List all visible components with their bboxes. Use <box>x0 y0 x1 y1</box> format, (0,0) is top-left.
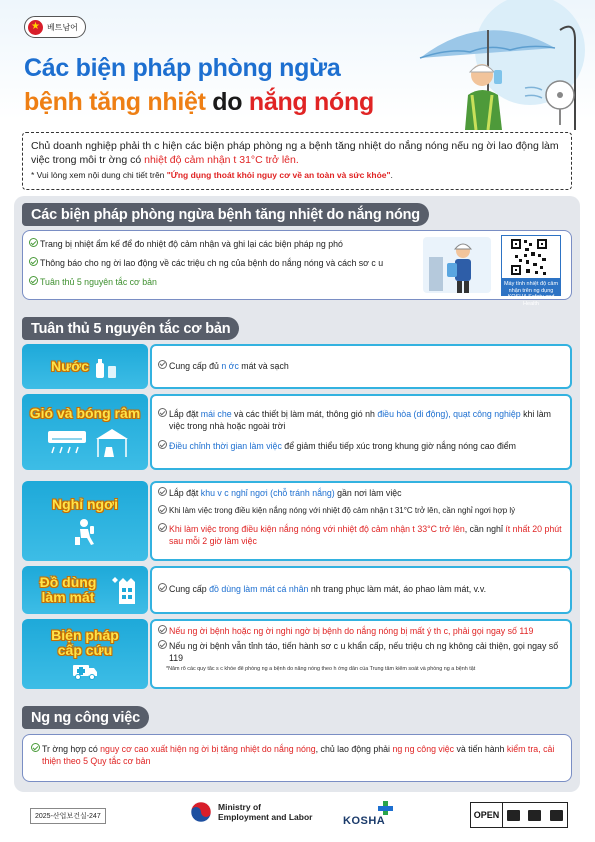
qr-code-icon <box>502 236 560 278</box>
firstaid-footnote: *Nắm rõ các quy tắc s c khỏe để phòng ng a bệnh do nắng nóng theo h ớng dẫn của Trung tâm kiểm soát và phòng ng a bệnh tật <box>166 666 476 672</box>
principle-shade-label <box>22 394 148 470</box>
title-line2-part2: do <box>212 88 243 116</box>
principle-water-title: Nước <box>51 358 89 374</box>
kosha-cross-icon <box>375 801 399 817</box>
attribution-icon <box>507 810 520 821</box>
principle-rest-body <box>150 481 572 561</box>
check-icon <box>158 408 167 417</box>
worker-with-thermometer-illustration <box>423 235 493 295</box>
qr-caption: Máy tính nhiệt độ cảm nhận trên ng dụng KOSHA Safety and Health <box>501 279 561 296</box>
intro-text <box>31 139 563 167</box>
noncommercial-icon <box>528 810 541 821</box>
intro-box <box>22 132 572 190</box>
language-badge <box>24 16 86 38</box>
principle-cooling-title: Đồ dùng làm mát <box>39 574 97 605</box>
intro-note-prefix: * Vui lòng xem nội dung chi tiết trên <box>31 170 167 180</box>
check-icon <box>158 583 167 592</box>
cooling-vest-icon <box>110 574 140 606</box>
section1-card <box>22 230 572 307</box>
principle-cooling-body <box>150 566 572 614</box>
principle-line: Cung cấp đủ n ớc mát và sạch <box>158 360 289 372</box>
water-bottle-icon <box>93 355 119 379</box>
check-icon <box>29 276 38 285</box>
principle-rest-label <box>22 481 148 561</box>
ministry-logo <box>190 801 312 823</box>
check-icon <box>29 257 38 266</box>
license-icons <box>503 803 567 827</box>
check-icon <box>158 440 167 449</box>
ministry-line2: Employment and Labor <box>218 812 313 822</box>
stop-work-line: Tr ờng hợp có nguy cơ cao xuất hiện ng ời bị tăng nhiệt do nắng nóng, chủ lao động phải ng ng công việc và tiến hành kiểm tra, cải thiện theo 5 Quy tắc cơ bản <box>31 743 563 767</box>
intro-main-text: Chủ doanh nghiệp phải th c hiện các biện pháp phòng ng a bệnh tăng nhiệt do nắng nóng nếu ng ời lao động làm việc trong môi tr ờng có <box>31 140 559 166</box>
title-line1: Các biện pháp phòng ngừa <box>24 54 341 82</box>
principle-line: Nếu ng ời bệnh hoặc ng ời nghi ngờ bị bệnh do nắng nóng bị mất ý th c, phải gọi ngay số 119 <box>158 625 564 637</box>
principle-line: Cung cấp đồ dùng làm mát cá nhân nh trang phục làm mát, áo phao làm mát, v.v. <box>158 583 486 595</box>
ambulance-icon <box>72 662 98 680</box>
principle-rest-title: Nghỉ ngơi <box>52 495 118 512</box>
document-code: 2025-산업보건실-247 <box>30 808 106 824</box>
check-icon <box>158 360 167 369</box>
section1-item: Trang bị nhiệt ẩm kế để đo nhiệt độ cảm nhận và ghi lại các biện pháp ng phó <box>29 238 429 250</box>
intro-note <box>31 168 563 182</box>
principle-line: Khi làm việc trong điều kiện nắng nóng với nhiệt độ cảm nhận t 31°C trở lên, cần nghỉ ngơi hợp lý <box>158 505 564 517</box>
section1-item: Thông báo cho ng ời lao động về các triệu ch ng của bệnh do nắng nóng và cách sơ c u <box>29 257 429 269</box>
section3-title: Ng ng công việc <box>22 706 149 729</box>
resting-person-icon <box>72 518 98 546</box>
intro-highlight: nhiệt độ cảm nhận t 31°C trở lên. <box>144 154 299 166</box>
check-icon <box>158 640 167 649</box>
principle-firstaid-title: Biện pháp cấp cứu <box>51 627 119 658</box>
noderivs-icon <box>550 810 563 821</box>
principle-cooling-label <box>22 566 148 614</box>
vietnam-flag-icon: ★ <box>28 20 43 35</box>
open-license-badge <box>470 802 568 828</box>
check-icon <box>158 625 167 634</box>
intro-note-highlight: "Ứng dụng thoát khỏi nguy cơ về an toàn và sức khỏe" <box>166 170 391 180</box>
ministry-line1: Ministry of <box>218 802 261 812</box>
title-line2 <box>24 88 374 117</box>
kosha-logo <box>343 801 385 827</box>
principle-line: Nếu ng ời bệnh vẫn tỉnh táo, tiến hành sơ c u khẩn cấp, nếu triệu ch ng không cải thiện, gọi ngay số 119 <box>158 640 564 664</box>
taegeuk-emblem-icon <box>190 801 212 823</box>
section1-title: Các biện pháp phòng ngừa bệnh tăng nhiệt do nắng nóng <box>22 203 429 226</box>
check-icon <box>158 487 167 496</box>
air-conditioner-and-tent-icon <box>40 425 130 459</box>
section2-title: Tuân thủ 5 nguyên tắc cơ bản <box>22 317 239 340</box>
open-label: OPEN <box>471 803 503 827</box>
principle-water-body <box>150 344 572 389</box>
principle-line: Điều chỉnh thời gian làm việc để giảm thiểu tiếp xúc trong khung giờ nắng nóng cao điểm <box>158 440 564 452</box>
intro-note-suffix: . <box>390 170 393 180</box>
section1-item: Tuân thủ 5 nguyên tắc cơ bản <box>29 276 429 288</box>
worker-under-umbrella-illustration <box>410 0 590 130</box>
kosha-label: KOSHA <box>343 815 386 827</box>
qr-code[interactable] <box>501 235 561 279</box>
principle-water-label <box>22 344 148 389</box>
principle-firstaid-body <box>150 619 572 689</box>
title-line2-part1: bệnh tăng nhiệt <box>24 88 206 116</box>
check-icon <box>158 505 167 514</box>
principle-line: Lắp đặt khu v c nghỉ ngơi (chỗ tránh nắng) gần nơi làm việc <box>158 487 564 499</box>
section3-card <box>22 734 572 782</box>
check-icon <box>29 238 38 247</box>
principle-line: Khi làm việc trong điều kiện nắng nóng với nhiệt độ cảm nhận t 33°C trở lên, cần nghỉ ít nhất 20 phút sau mỗi 2 giờ làm việc <box>158 523 564 547</box>
title-line2-part3: nắng nóng <box>248 88 374 116</box>
check-icon <box>31 743 40 752</box>
language-badge-label: 베트남어 <box>47 22 78 32</box>
principle-line: Lắp đặt mái che và các thiết bị làm mát, thông gió nh điều hòa (di động), quạt công nghiệp khi làm việc trong nhà hoặc ngoài trời <box>158 408 564 432</box>
principle-shade-title: Gió và bóng râm <box>29 404 141 421</box>
check-icon <box>158 523 167 532</box>
principle-firstaid-label <box>22 619 148 689</box>
principle-shade-body <box>150 394 572 470</box>
